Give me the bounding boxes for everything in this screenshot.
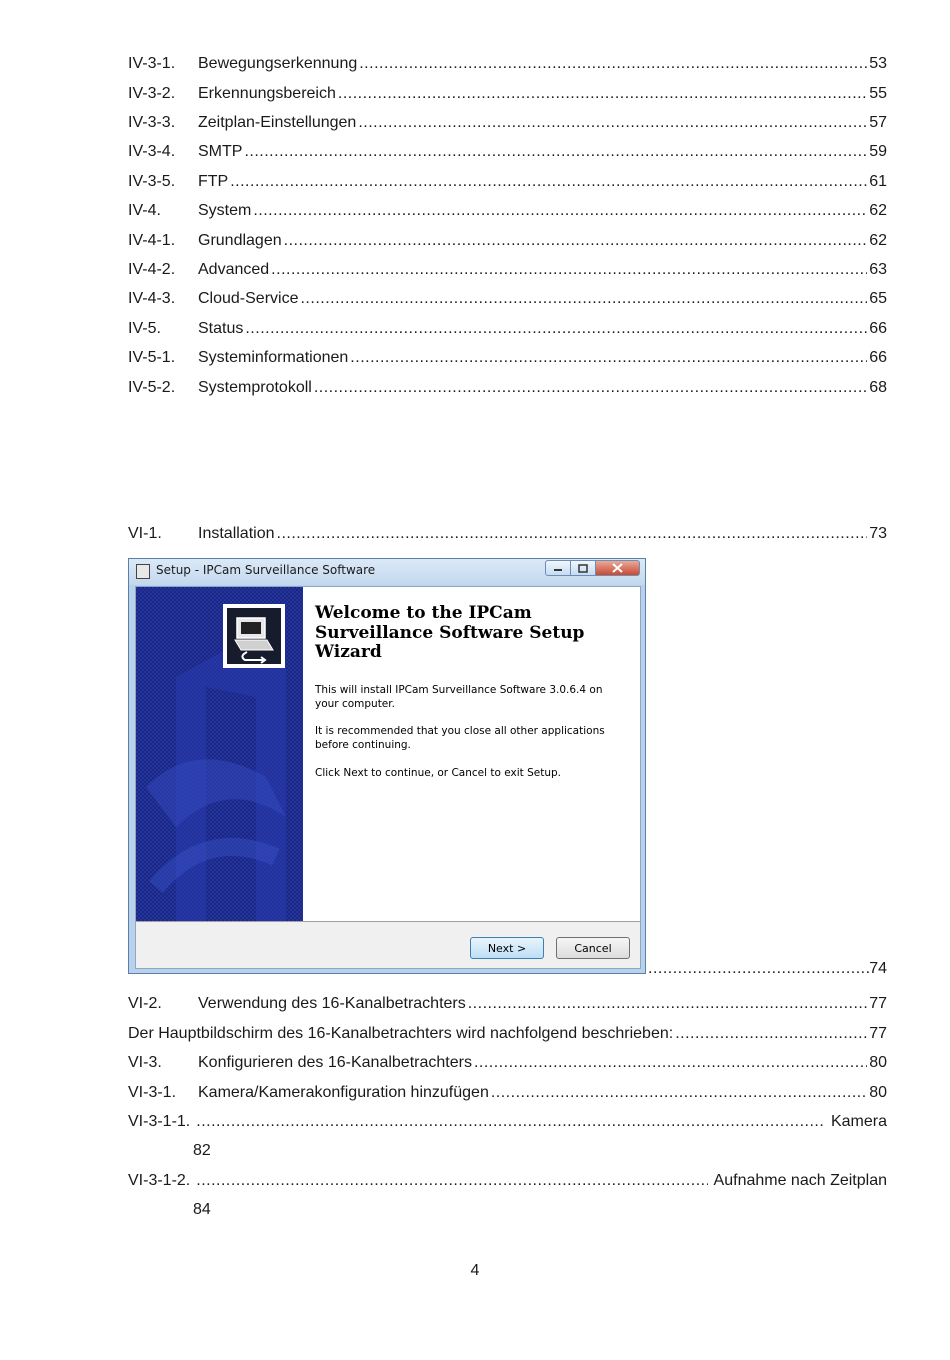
- toc-entry-page: 77: [869, 1025, 887, 1042]
- toc-entry-page: 57: [869, 114, 887, 131]
- toc-entry-number: IV-3-2.: [128, 85, 176, 102]
- toc-entry: [128, 112, 887, 134]
- toc-entry-page: 61: [869, 173, 887, 190]
- setup-dialog-screenshot: [128, 558, 646, 974]
- close-icon[interactable]: [596, 560, 640, 576]
- toc-entry-title: FTP: [198, 173, 229, 190]
- toc-entry: [128, 1082, 887, 1104]
- toc-leader: [277, 523, 868, 545]
- wizard-text-recommend: It is recommended that you close all other applications before continuing.: [315, 725, 605, 751]
- toc-leader: [491, 1082, 867, 1104]
- toc-entry-title: Cloud-Service: [198, 290, 299, 307]
- wizard-text-install: This will install IPCam Surveillance Software 3.0.6.4 on your computer.: [315, 684, 603, 710]
- next-button[interactable]: Next >: [470, 937, 544, 959]
- toc-leader: [350, 347, 867, 369]
- toc-entry-title: SMTP: [198, 143, 243, 160]
- toc-leader: [244, 141, 867, 163]
- toc-entry-page: 80: [869, 1084, 887, 1101]
- toc-entry: [128, 993, 887, 1015]
- toc-entry-page: 66: [869, 320, 887, 337]
- toc-entry: [128, 1023, 887, 1045]
- toc-entry-title: Status: [198, 320, 244, 337]
- toc-entry: [128, 1052, 887, 1074]
- wizard-text-continue: Click Next to continue, or Cancel to exit Setup.: [315, 767, 561, 779]
- setup-logo: [223, 604, 285, 668]
- toc-entry: [128, 83, 887, 105]
- toc-entry-title: Konfigurieren des 16-Kanalbetrachters: [198, 1054, 472, 1071]
- toc-entry-page: 66: [869, 349, 887, 366]
- toc-leader: [196, 1111, 825, 1133]
- toc-entry-title: Systemprotokoll: [198, 379, 312, 396]
- toc-leader: [359, 53, 867, 75]
- toc-entry-number: IV-4-2.: [128, 261, 176, 278]
- toc-entry: [128, 171, 887, 193]
- toc-entry-title: Bewegungserkennung: [198, 55, 358, 72]
- toc-entry-page: 59: [869, 143, 887, 160]
- dialog-titlebar: [129, 559, 645, 585]
- toc-entry: [128, 1111, 887, 1133]
- toc-entry-page: 74: [869, 960, 887, 977]
- toc-entry-title: Kamera: [830, 1113, 887, 1130]
- page-number: 4: [470, 1262, 480, 1279]
- toc-entry: [128, 288, 887, 310]
- toc-entry-installation: [128, 523, 887, 545]
- maximize-icon[interactable]: [571, 560, 596, 576]
- toc-leader: [271, 259, 867, 281]
- wizard-heading: Welcome to the IPCam Surveillance Software Setup Wizard: [315, 603, 585, 662]
- toc-entry-title: Kamera/Kamerakonfiguration hinzufügen: [198, 1084, 489, 1101]
- toc-leader: [284, 230, 868, 252]
- toc-entry-number: IV-4.: [128, 202, 161, 219]
- toc-entry-number: IV-3-1.: [128, 55, 176, 72]
- toc-leader: [300, 288, 867, 310]
- toc-entry-number: IV-3-3.: [128, 114, 176, 131]
- toc-entry-page: 62: [869, 202, 887, 219]
- toc-entry-title: Advanced: [198, 261, 270, 278]
- toc-entry-page: 80: [869, 1054, 887, 1071]
- toc-entry: [128, 200, 887, 222]
- toc-entry-number: IV-5-1.: [128, 349, 176, 366]
- cancel-button[interactable]: Cancel: [556, 937, 630, 959]
- toc-entry-page: 55: [869, 85, 887, 102]
- toc-entry-number: VI-3-1-1.: [128, 1113, 191, 1130]
- toc-entry: [128, 1170, 887, 1192]
- toc-entry-page: 63: [869, 261, 887, 278]
- toc-entry-title: Systeminformationen: [198, 349, 349, 366]
- toc-entry-page: 53: [869, 55, 887, 72]
- toc-entry-number: IV-5.: [128, 320, 161, 337]
- dialog-title: Setup - IPCam Surveillance Software: [156, 563, 376, 577]
- dialog-client-area: [135, 586, 641, 969]
- toc-entry: [128, 259, 887, 281]
- toc-leader: [468, 993, 867, 1015]
- toc-leader: [253, 200, 867, 222]
- wizard-footer: [136, 921, 640, 969]
- toc-entry-title: Der Hauptbildschirm des 16-Kanalbetrachters wird nachfolgend beschrieben:: [128, 1025, 674, 1042]
- toc-entry-number: VI-3.: [128, 1054, 162, 1071]
- toc-entry-title: Verwendung des 16-Kanalbetrachters: [198, 995, 466, 1012]
- toc-entry-title: System: [198, 202, 252, 219]
- toc-entry-page: 84: [193, 1201, 211, 1218]
- minimize-icon[interactable]: [545, 560, 571, 576]
- toc-entry: [128, 230, 887, 252]
- toc-entry-number: VI-1.: [128, 525, 162, 542]
- toc-entry-number: IV-4-1.: [128, 232, 176, 249]
- toc-leader: [245, 318, 867, 340]
- toc-entry: [128, 347, 887, 369]
- toc-entry-title: Aufnahme nach Zeitplan: [713, 1172, 887, 1189]
- toc-entry-title: Erkennungsbereich: [198, 85, 336, 102]
- toc-entry-number: VI-2.: [128, 995, 162, 1012]
- toc-leader: [648, 958, 869, 980]
- toc-entry-page: 68: [869, 379, 887, 396]
- toc-entry-page: 82: [193, 1142, 211, 1159]
- wizard-content: [303, 587, 640, 921]
- toc-entry-number: VI-3-1.: [128, 1084, 177, 1101]
- toc-entry-number: IV-3-4.: [128, 143, 176, 160]
- toc-entry-number: IV-5-2.: [128, 379, 176, 396]
- toc-entry-number: IV-4-3.: [128, 290, 176, 307]
- toc-entry: [128, 318, 887, 340]
- toc-entry-page: 73: [869, 525, 887, 542]
- setup-app-icon: [136, 564, 150, 579]
- wizard-sidebar-graphic: [136, 587, 303, 921]
- toc-entry-title: Zeitplan-Einstellungen: [198, 114, 357, 131]
- toc-leader: [675, 1023, 867, 1045]
- toc-entry: [128, 53, 887, 75]
- toc-entry-title: Grundlagen: [198, 232, 282, 249]
- toc-entry-page: 77: [869, 995, 887, 1012]
- toc-entry-page: 62: [869, 232, 887, 249]
- window-controls: [545, 560, 640, 576]
- toc-entry-title: Installation: [198, 525, 275, 542]
- toc-leader: [338, 83, 867, 105]
- toc-entry: [128, 377, 887, 399]
- toc-leader: [196, 1170, 707, 1192]
- toc-entry-number: VI-3-1-2.: [128, 1172, 191, 1189]
- toc-entry-page: 65: [869, 290, 887, 307]
- toc-entry-number: IV-3-5.: [128, 173, 176, 190]
- toc-leader: [474, 1052, 867, 1074]
- toc-leader: [314, 377, 867, 399]
- toc-image-entry: [648, 958, 887, 980]
- toc-entry: [128, 141, 887, 163]
- toc-leader: [358, 112, 867, 134]
- toc-leader: [230, 171, 867, 193]
- computer-box-icon: [227, 608, 281, 664]
